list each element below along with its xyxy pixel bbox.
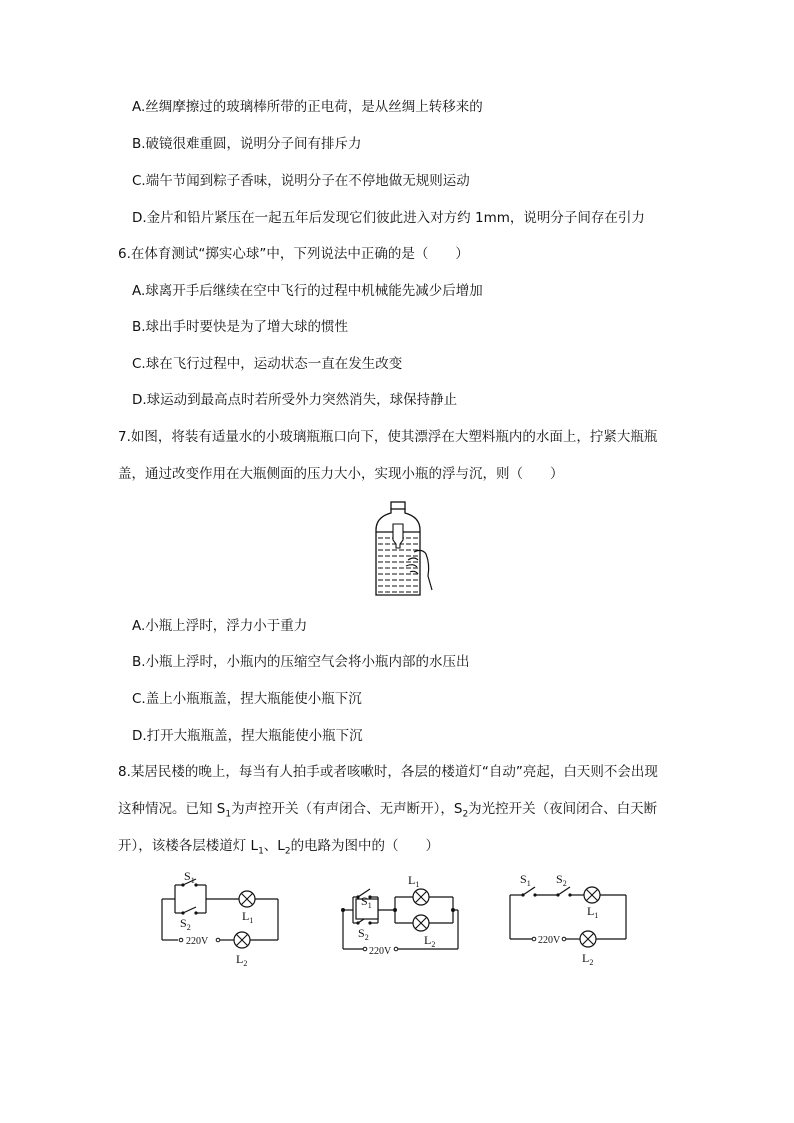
circuit-b-voltage-label: 220V — [369, 946, 392, 957]
q6-option-a: A.球离开手后继续在空中飞行的过程中机械能先减少后增加 — [132, 283, 483, 299]
q6-stem: 6.在体育测试“掷实心球”中，下列说法中正确的是（ ） — [118, 246, 469, 262]
circuit-c-l2-label: $L_2$ — [582, 951, 594, 967]
circuit-a-voltage-label: 220V — [186, 936, 209, 947]
q7-option-d: D.打开大瓶瓶盖，捏大瓶能使小瓶下沉 — [132, 728, 363, 744]
q8-stem-line2: 这种情况。已知 $S_1$为声控开关（有声闭合、无声断开），$S_2$为光控开关（夜间闭合、白天断 — [118, 801, 658, 820]
circuit-a-s2-label: $S_2$ — [180, 916, 191, 932]
circuit-a-l2-label: $L_2$ — [236, 952, 248, 968]
q8-stem-line1: 8.某居民楼的晚上，每当有人拍手或者咳嗽时，各层的楼道灯“自动”亮起，白天则不会出现 — [118, 764, 658, 780]
q7-option-b: B.小瓶上浮时，小瓶内的压缩空气会将小瓶内部的水压出 — [132, 654, 470, 670]
circuit-b-l2-label: $L_2$ — [424, 933, 436, 949]
circuit-c — [510, 887, 626, 939]
circuit-c-l1-label: $L_1$ — [587, 904, 599, 920]
circuit-c-s2-label: $S_2$ — [556, 872, 567, 888]
circuit-b-l1-label: $L_1$ — [408, 873, 420, 889]
circuit-a-l1-label: $L_1$ — [242, 909, 254, 925]
q5-option-c: C.端午节闻到粽子香味，说明分子在不停地做无规则运动 — [132, 173, 470, 189]
circuit-a — [162, 879, 278, 940]
circuit-c-s1-label: $S_1$ — [520, 872, 531, 888]
q7-option-c: C.盖上小瓶瓶盖，捏大瓶能使小瓶下沉 — [132, 691, 362, 707]
circuit-c-voltage-label: 220V — [538, 935, 561, 946]
q7-option-a: A.小瓶上浮时，浮力小于重力 — [132, 618, 308, 634]
circuit-b-s1-label: $S_1$ — [361, 894, 372, 910]
q5-option-b: B.破镜很难重圆，说明分子间有排斥力 — [132, 136, 362, 152]
q7-stem-line2: 盖，通过改变作用在大瓶侧面的压力大小，实现小瓶的浮与沉，则（ ） — [118, 466, 564, 482]
q8-stem-line3: 开），该楼各层楼道灯 $L_1$、$L_2$的电路为图中的（ ） — [118, 838, 440, 857]
q5-option-a: A.丝绸摩擦过的玻璃棒所带的正电荷，是从丝绸上转移来的 — [132, 99, 483, 115]
q7-stem-line1: 7.如图，将装有适量水的小玻璃瓶瓶口向下，使其漂浮在大塑料瓶内的水面上，拧紧大瓶瓶 — [118, 429, 658, 445]
circuit-b-s2-label: $S_2$ — [358, 926, 369, 942]
bottle-figure — [370, 500, 440, 600]
circuit-diagrams — [150, 865, 640, 975]
q6-option-c: C.球在飞行过程中，运动状态一直在发生改变 — [132, 356, 403, 372]
q6-option-d: D.球运动到最高点时若所受外力突然消失，球保持静止 — [132, 392, 458, 408]
circuit-a-s1-label: $S_1$ — [184, 869, 195, 885]
q6-option-b: B.球出手时要快是为了增大球的惯性 — [132, 319, 349, 335]
q5-option-d: D.金片和铅片紧压在一起五年后发现它们彼此进入对方约 1mm，说明分子间存在引力 — [132, 210, 645, 226]
